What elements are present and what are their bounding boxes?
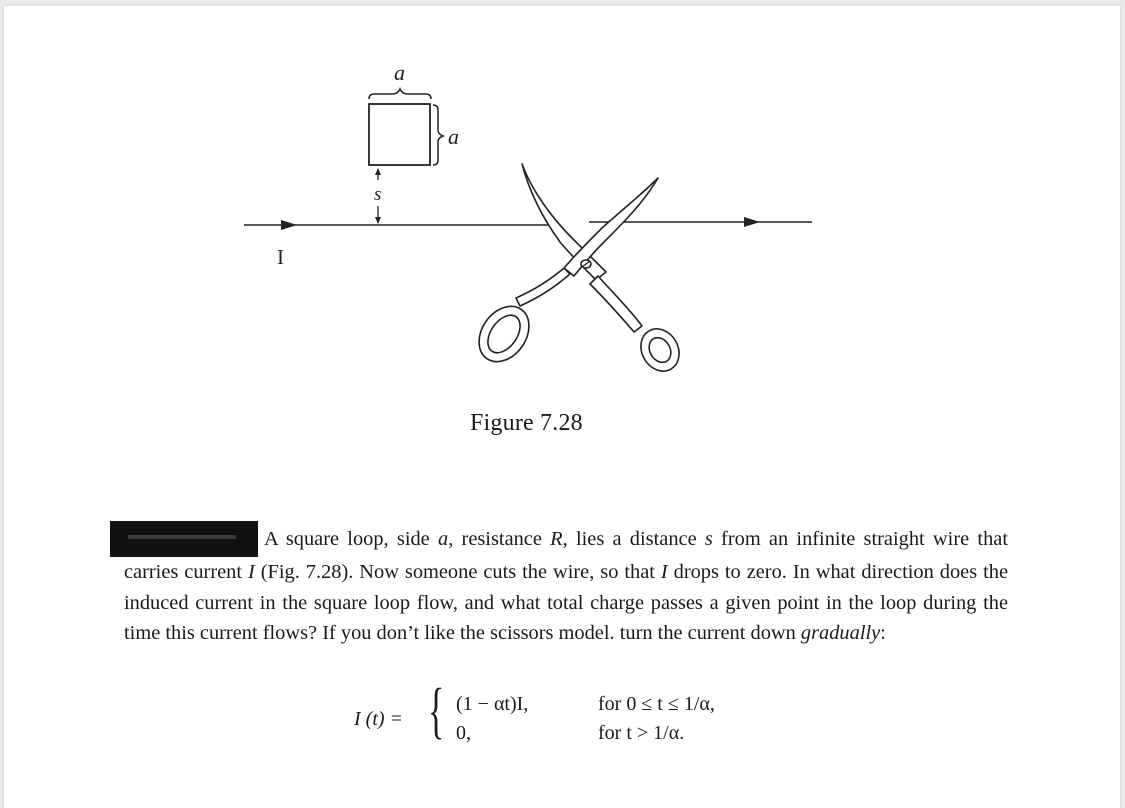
scissors-shank-left	[516, 268, 570, 306]
problem-text: A square loop, side a, resistance R, lies a distance s from an infinite straight wire that carries current I (Fig. 7.28). Now someone cuts the wire, so that I drops to zero. In what direction does the induced current in the square loop flow, and what total charge passes a given point in the loop during the time this current flows? If you don’t like the scissors model. turn the current down gradually:	[124, 521, 1008, 649]
equation-lhs: I (t) =	[354, 708, 404, 730]
piecewise-equation	[354, 677, 814, 756]
equation-case-2: 0,	[456, 722, 471, 744]
wire-left-arrow	[281, 220, 297, 230]
side-brace	[433, 105, 443, 165]
label-s: s	[374, 184, 382, 205]
scissors-shank-right	[590, 276, 642, 332]
top-brace	[369, 89, 431, 99]
label-side-a: a	[448, 124, 459, 149]
equation-condition-1: for 0 ≤ t ≤ 1/α,	[598, 693, 715, 715]
s-arrow-up-head	[375, 168, 381, 175]
figure-7-28	[4, 6, 1120, 406]
scissors-blade-right	[564, 178, 658, 276]
wire-right-arrow	[744, 217, 760, 227]
equation-brace: {	[428, 677, 445, 745]
square-loop	[369, 104, 430, 165]
equation-condition-2: for t > 1/α.	[598, 722, 685, 744]
s-arrow-down-head	[375, 217, 381, 224]
scissors-icon	[469, 164, 687, 378]
label-current: I	[277, 245, 284, 269]
label-top-a: a	[394, 60, 405, 85]
redacted-problem-number	[110, 521, 258, 557]
figure-caption: Figure 7.28	[470, 410, 583, 436]
equation-case-1: (1 − αt)I,	[456, 693, 529, 715]
page	[4, 6, 1120, 808]
